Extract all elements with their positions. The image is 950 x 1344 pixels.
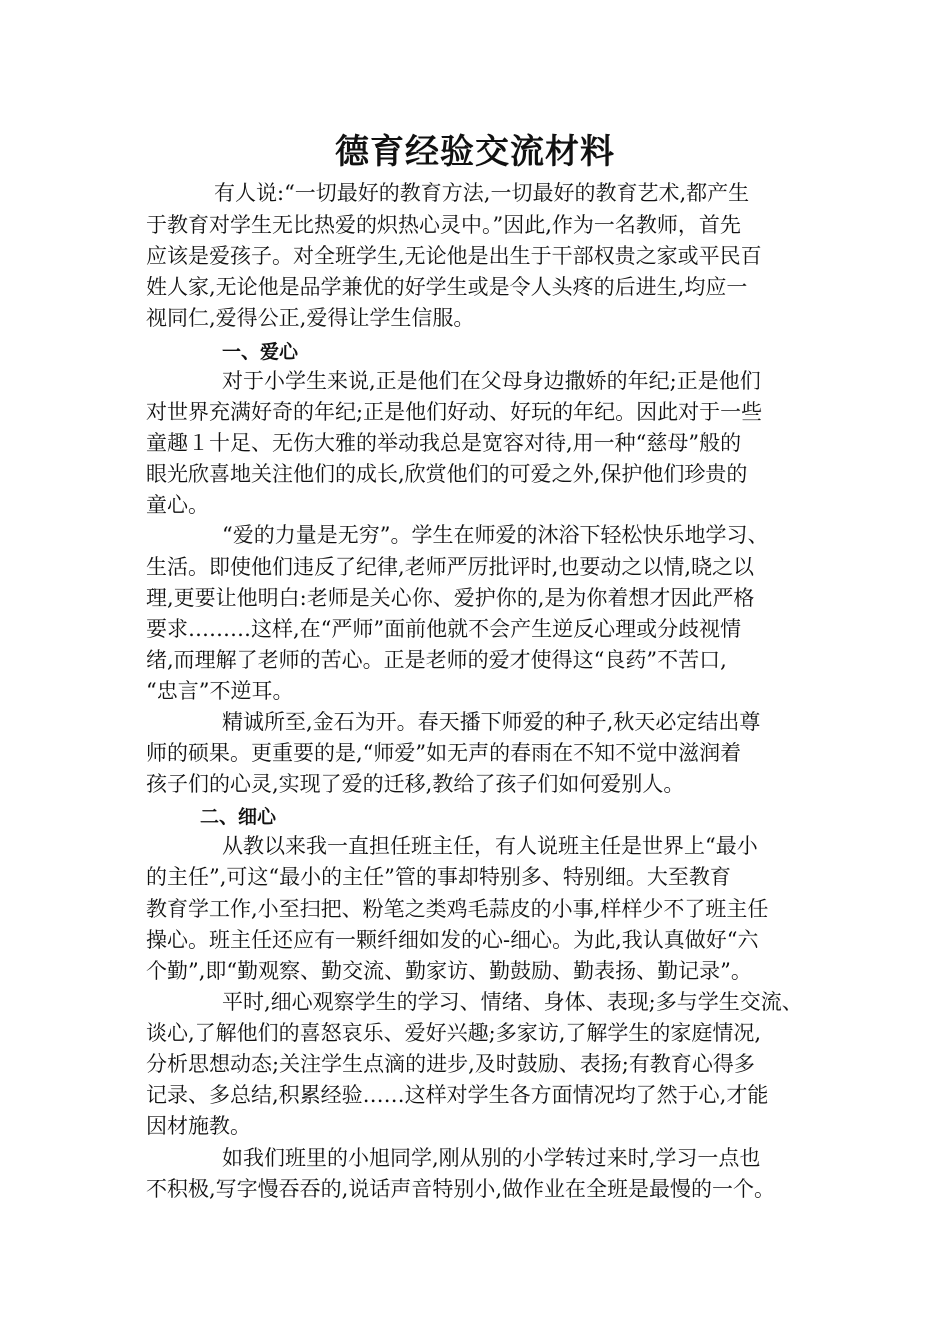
paragraph-line: 于教育对学生无比热爱的炽热心灵中。”因此,作为一名教师，首先 bbox=[146, 213, 741, 237]
paragraph-line: 的主任”,可这“最小的主任”管的事却特别多、特别细。大至教育 bbox=[146, 865, 731, 889]
section-heading-care: 一、爱心 bbox=[222, 341, 299, 363]
paragraph-line: 理,更要让他明白:老师是关心你、爱护你的,是为你着想才因此严格 bbox=[146, 586, 755, 610]
paragraph-line: 教育学工作,小至扫把、粉笔之类鸡毛蒜皮的小事,样样少不了班主任 bbox=[146, 897, 769, 921]
paragraph-line: “爱的力量是无穷”。学生在师爱的沐浴下轻松快乐地学习、 bbox=[222, 523, 769, 547]
paragraph-line: 眼光欣喜地关注他们的成长,欣赏他们的可爱之外,保护他们珍贵的 bbox=[146, 462, 748, 486]
paragraph-line: 精诚所至,金石为开。春天播下师爱的种子,秋天必定结出尊 bbox=[222, 710, 761, 734]
paragraph-line: 如我们班里的小旭同学,刚从别的小学转过来时,学习一点也 bbox=[222, 1146, 761, 1170]
paragraph-line: 生活。即使他们违反了纪律,老师严厉批评时,也要动之以情,晓之以 bbox=[146, 555, 755, 579]
paragraph-line: 平时,细心观察学生的学习、情绪、身体、表现;多与学生交流、 bbox=[222, 990, 803, 1014]
paragraph-line: 对世界充满好奇的年纪;正是他们好动、好玩的年纪。因此对于一些 bbox=[146, 400, 763, 424]
paragraph-line: 因材施教。 bbox=[146, 1114, 251, 1138]
paragraph-line: “忠言”不逆耳。 bbox=[146, 679, 294, 703]
paragraph-line: 应该是爱孩子。对全班学生,无论他是出生于干部权贵之家或平民百 bbox=[146, 244, 762, 268]
paragraph-line: 记录、多总结,积累经验……这样对学生各方面情况均了然于心,才能 bbox=[146, 1083, 769, 1107]
paragraph-line: 孩子们的心灵,实现了爱的迁移,教给了孩子们如何爱别人。 bbox=[146, 772, 685, 796]
paragraph-line: 视同仁,爱得公正,爱得让学生信服。 bbox=[146, 306, 475, 330]
paragraph-line: 绪,而理解了老师的苦心。正是老师的爱才使得这“良药”不苦口, bbox=[146, 648, 727, 672]
paragraph-line: 从教以来我一直担任班主任，有人说班主任是世界上“最小 bbox=[222, 834, 758, 858]
paragraph-line: 不积极,写字慢吞吞的,说话声音特别小,做作业在全班是最慢的一个。 bbox=[146, 1177, 776, 1201]
document-title: 德育经验交流材料 bbox=[335, 132, 615, 172]
paragraph-line: 对于小学生来说,正是他们在父母身边撒娇的年纪;正是他们 bbox=[222, 369, 761, 393]
paragraph-line: 个勤”,即“勤观察、勤交流、勤家访、勤鼓励、勤表扬、勤记录”。 bbox=[146, 959, 752, 983]
section-heading-attention: 二、细心 bbox=[200, 806, 277, 828]
paragraph-line: 谈心,了解他们的喜怒哀乐、爱好兴趣;多家访,了解学生的家庭情况, bbox=[146, 1021, 762, 1045]
paragraph-line: 分析思想动态;关注学生点滴的进步,及时鼓励、表扬;有教育心得多 bbox=[146, 1052, 755, 1076]
paragraph-line: 要求………这样,在“严师”面前他就不会产生逆反心理或分歧视情 bbox=[146, 617, 742, 641]
paragraph-line: 童心。 bbox=[146, 493, 209, 517]
paragraph-line: 有人说:“一切最好的教育方法,一切最好的教育艺术,都产生 bbox=[214, 181, 750, 205]
paragraph-line: 童趣１十足、无伤大雅的举动我总是宽容对待,用一种“慈母”般的 bbox=[146, 431, 742, 455]
paragraph-line: 姓人家,无论他是品学兼优的好学生或是令人头疼的后进生,均应一 bbox=[146, 275, 748, 299]
paragraph-line: 操心。班主任还应有一颗纤细如发的心-细心。为此,我认真做好“六 bbox=[146, 928, 759, 952]
paragraph-line: 师的硕果。更重要的是,“师爱”如无声的春雨在不知不觉中滋润着 bbox=[146, 741, 742, 765]
